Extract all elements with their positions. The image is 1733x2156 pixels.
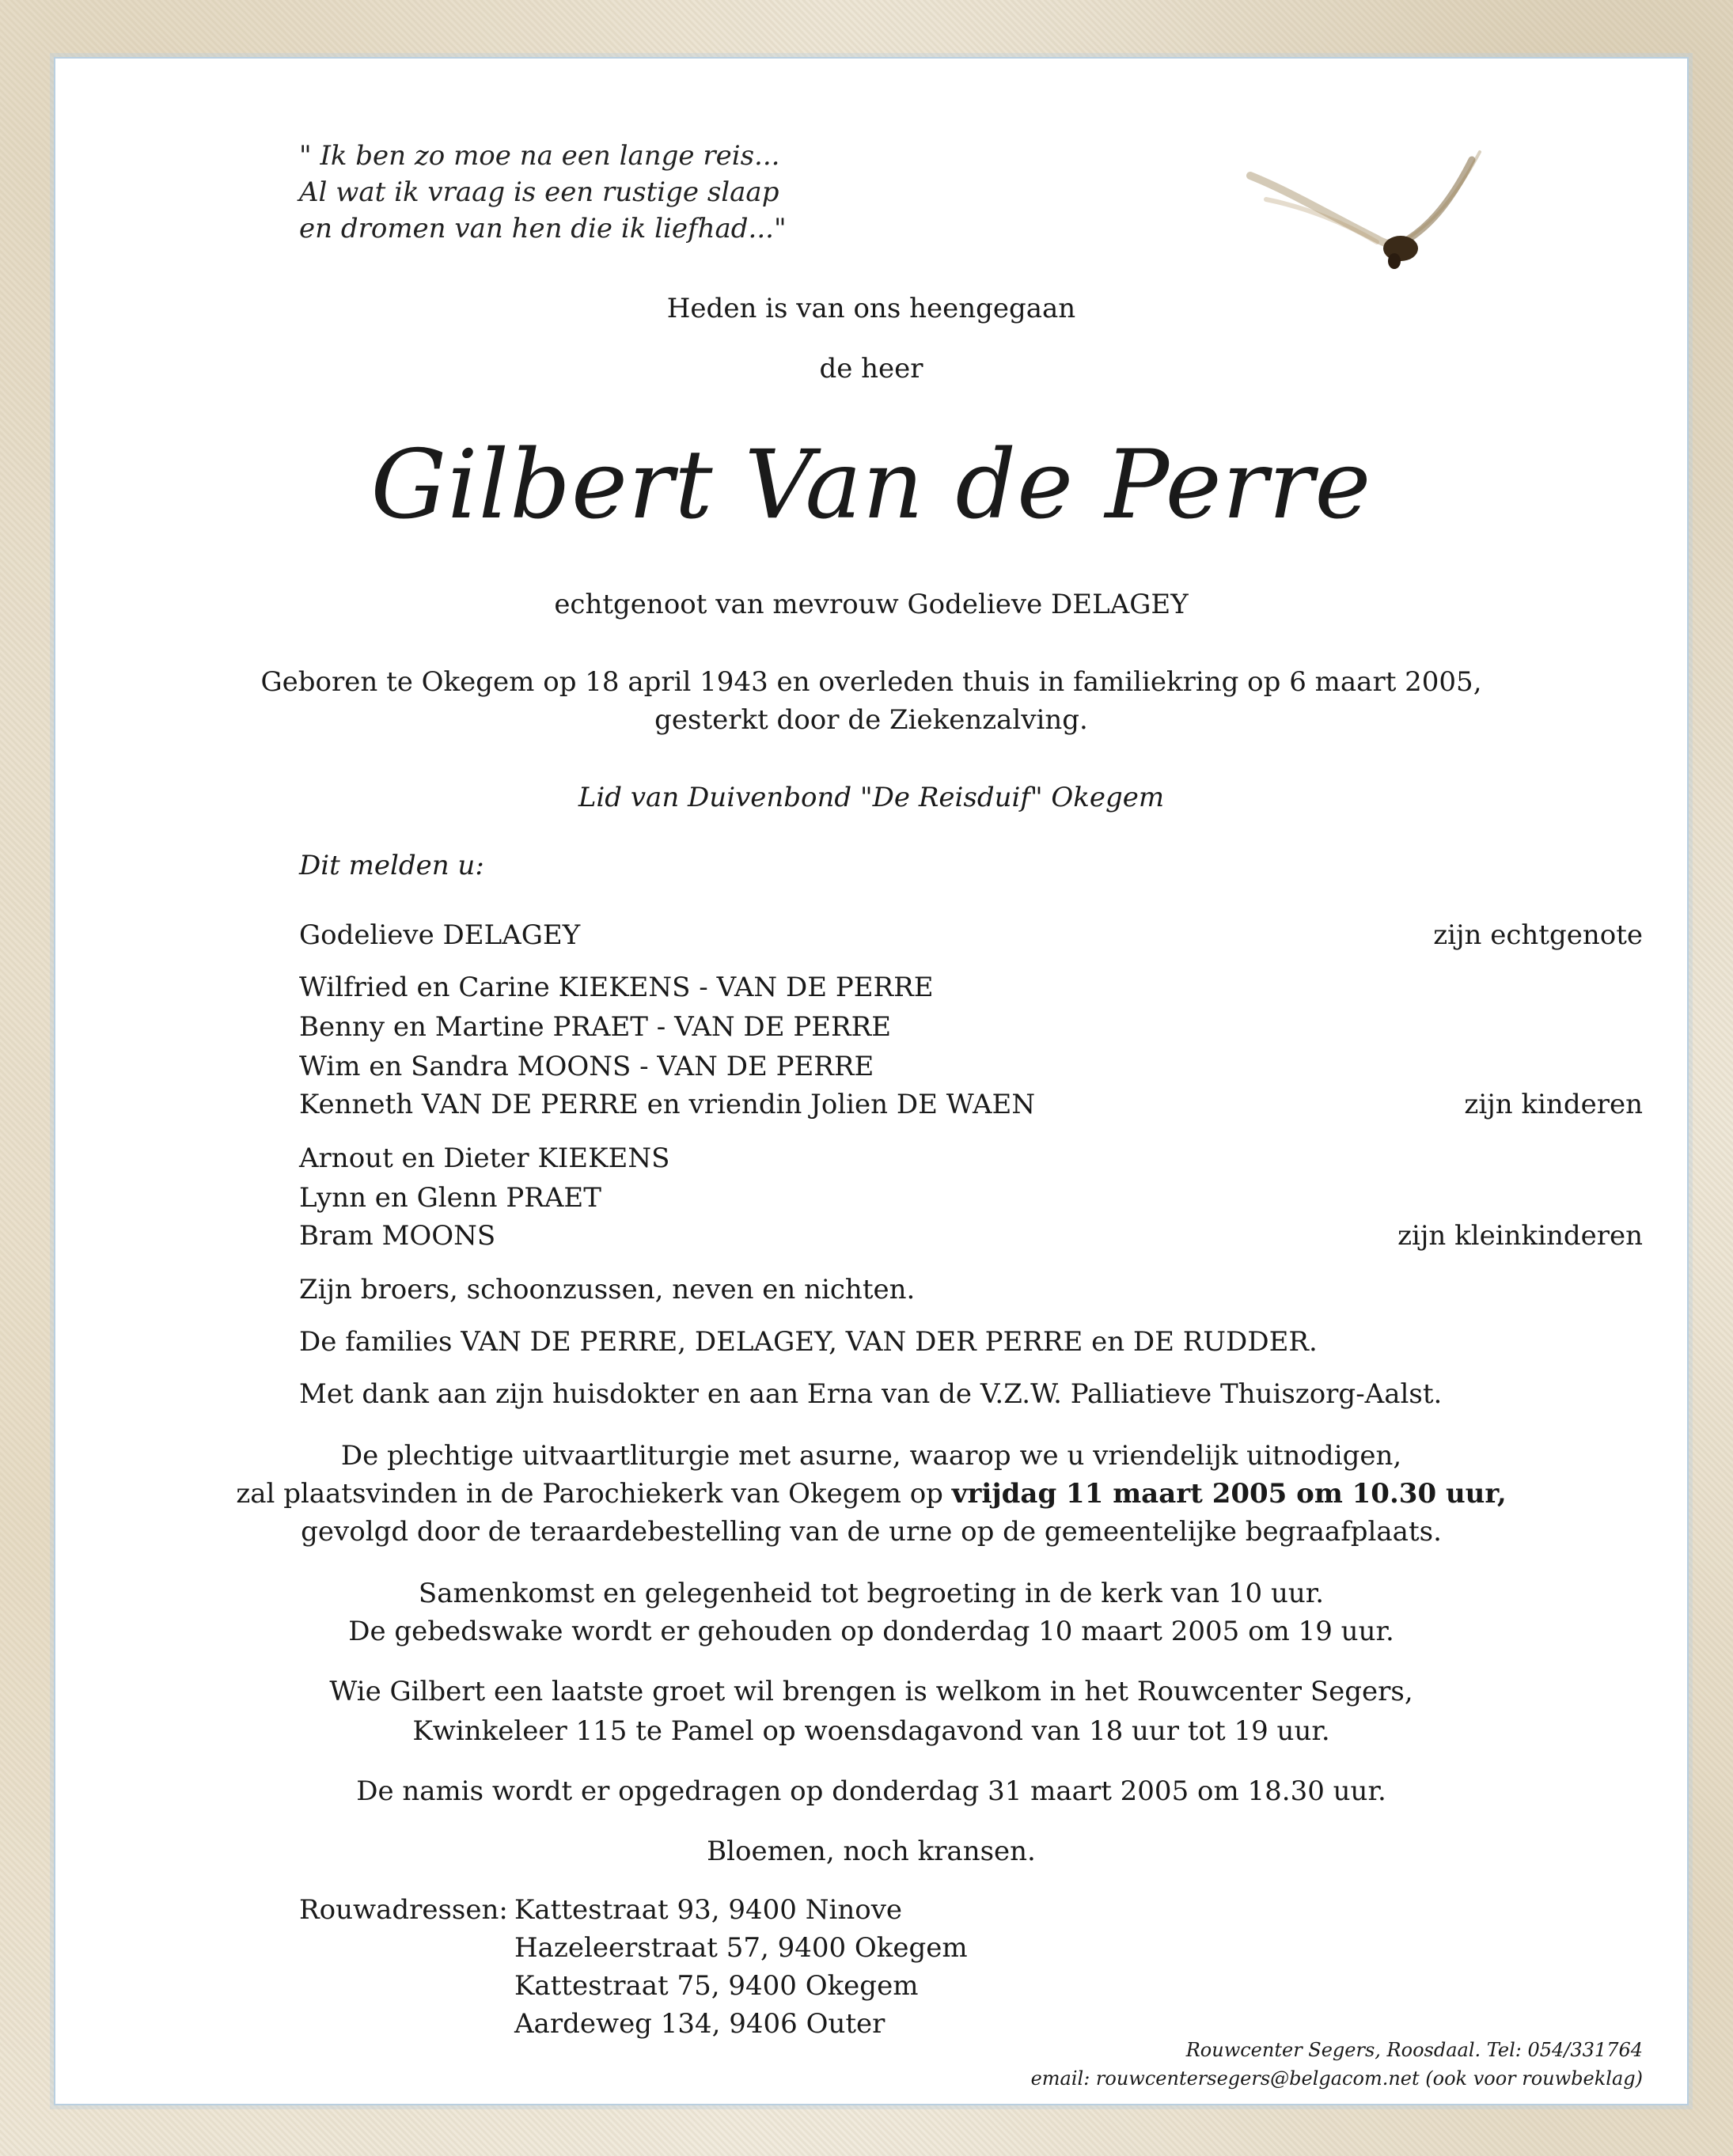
deceased-name: Gilbert Van de Perre bbox=[370, 430, 1372, 540]
address-line: Hazeleerstraat 57, 9400 Okegem bbox=[514, 1932, 968, 1964]
footer-email: email: rouwcentersegers@belgacom.net (ook voor rouwbeklag) bbox=[1030, 2067, 1643, 2090]
family-name: Bram MOONS bbox=[299, 1220, 496, 1252]
bird-icon bbox=[1242, 144, 1496, 286]
funeral-line bbox=[55, 1475, 1687, 1513]
funeral-line: gevolgd door de teraardebestelling van de urne op de gemeentelijke begraafplaats. bbox=[301, 1516, 1442, 1548]
families-line: De families VAN DE PERRE, DELAGEY, VAN DER PERRE en DE RUDDER. bbox=[299, 1326, 1318, 1358]
address-line: Kattestraat 75, 9400 Okegem bbox=[514, 1970, 919, 2002]
quote-line: Al wat ik vraag is een rustige slaap bbox=[299, 176, 779, 208]
family-name: Wilfried en Carine KIEKENS - VAN DE PERRE bbox=[299, 972, 934, 1003]
address-line: Kattestraat 93, 9400 Ninove bbox=[514, 1894, 903, 1926]
address-line: Aardeweg 134, 9406 Outer bbox=[514, 2008, 885, 2040]
visit-line: Wie Gilbert een laatste groet wil brengen is welkom in het Rouwcenter Segers, bbox=[329, 1676, 1413, 1707]
quote bbox=[299, 138, 787, 247]
funeral-line-text: zal plaatsvinden in de Parochiekerk van Okegem op bbox=[236, 1478, 952, 1510]
funeral-line: De plechtige uitvaartliturgie met asurne, waarop we u vriendelijk uitnodigen, bbox=[340, 1440, 1402, 1472]
family-name: Godelieve DELAGEY bbox=[299, 919, 581, 951]
birth-line: gesterkt door de Ziekenzalving. bbox=[654, 704, 1088, 736]
death-notice-card bbox=[54, 57, 1689, 2105]
spouse-line: echtgenoot van mevrouw Godelieve DELAGEY bbox=[554, 589, 1189, 620]
member-line: Lid van Duivenbond "De Reisduif" Okegem bbox=[578, 782, 1165, 813]
announce-line: Dit melden u: bbox=[299, 850, 484, 881]
relation-label: zijn kinderen bbox=[1464, 1089, 1643, 1120]
visit-line: Kwinkeleer 115 te Pamel op woensdagavond van 18 uur tot 19 uur. bbox=[412, 1715, 1330, 1747]
family-name: Arnout en Dieter KIEKENS bbox=[299, 1142, 670, 1174]
family-name: Kenneth VAN DE PERRE en vriendin Jolien DE WAEN bbox=[299, 1089, 1036, 1120]
gathering-line: Samenkomst en gelegenheid tot begroeting in de kerk van 10 uur. bbox=[418, 1578, 1325, 1609]
birth-line: Geboren te Okegem op 18 april 1943 en overleden thuis in familiekring op 6 maart 2005, bbox=[260, 666, 1482, 698]
relation-label: zijn echtgenote bbox=[1433, 919, 1643, 951]
quote-line: en dromen van hen die ik liefhad..." bbox=[299, 213, 787, 244]
intro-line: Heden is van ons heengegaan bbox=[666, 293, 1076, 324]
siblings-line: Zijn broers, schoonzussen, neven en nichten. bbox=[299, 1274, 916, 1305]
addresses-label: Rouwadressen: bbox=[299, 1894, 508, 1926]
gathering-line: De gebedswake wordt er gehouden op donderdag 10 maart 2005 om 19 uur. bbox=[348, 1616, 1394, 1647]
thanks-line: Met dank aan zijn huisdokter en aan Erna van de V.Z.W. Palliatieve Thuiszorg-Aalst. bbox=[299, 1378, 1443, 1410]
title-line: de heer bbox=[819, 353, 923, 385]
flowers-line: Bloemen, noch kransen. bbox=[707, 1836, 1036, 1867]
family-name: Benny en Martine PRAET - VAN DE PERRE bbox=[299, 1011, 892, 1043]
funeral-date: vrijdag 11 maart 2005 om 10.30 uur, bbox=[951, 1478, 1507, 1510]
relation-label: zijn kleinkinderen bbox=[1397, 1220, 1643, 1252]
mass-line: De namis wordt er opgedragen op donderdag 31 maart 2005 om 18.30 uur. bbox=[356, 1775, 1386, 1807]
quote-line: " Ik ben zo moe na een lange reis... bbox=[299, 140, 780, 172]
family-name: Lynn en Glenn PRAET bbox=[299, 1182, 601, 1214]
footer-contact: Rouwcenter Segers, Roosdaal. Tel: 054/331764 bbox=[1185, 2039, 1643, 2061]
family-name: Wim en Sandra MOONS - VAN DE PERRE bbox=[299, 1051, 874, 1082]
